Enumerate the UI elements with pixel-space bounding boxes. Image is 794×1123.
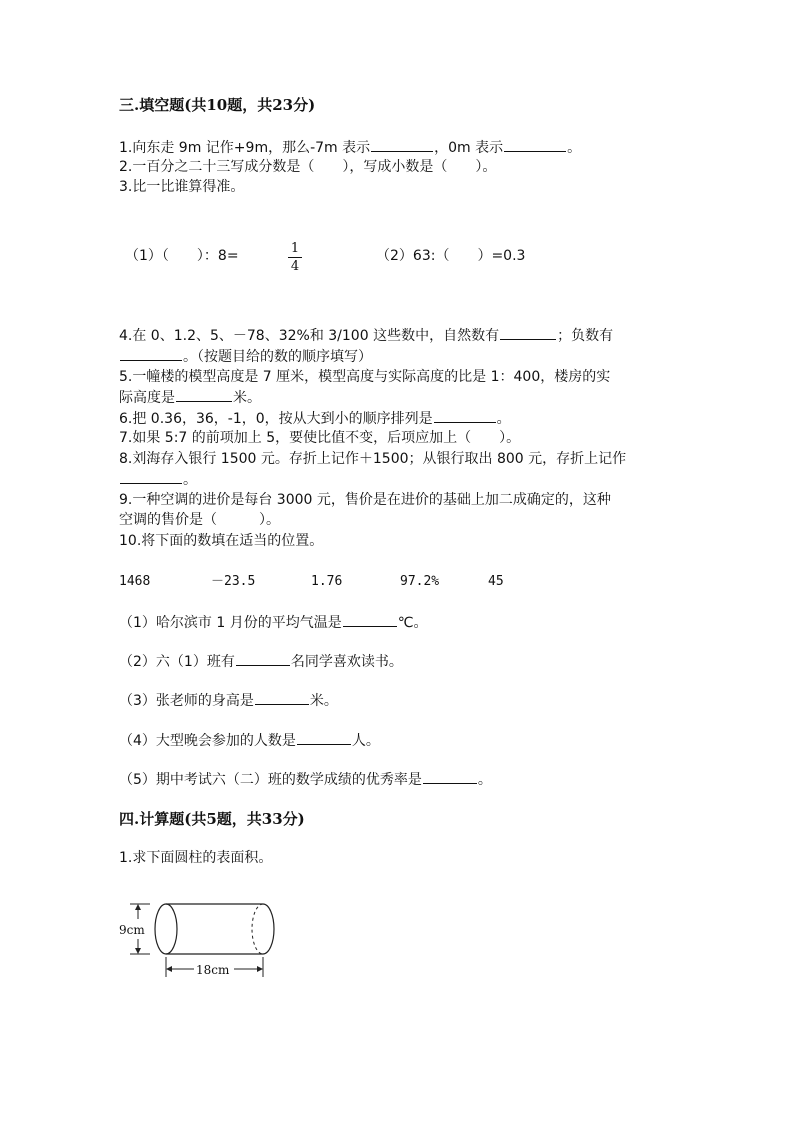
question-3-10-sub2: （2）六（1）班有 名同学喜欢读书。 [119, 651, 403, 672]
question-3-1: 1.向东走 9m 记作+9m，那么-7m 表示 ，0m 表示 。 [119, 137, 581, 158]
question-3-9-line2: 空调的售价是（ ）。 [119, 512, 280, 528]
question-3-3-part1: （1）（ ）：8= [125, 248, 239, 264]
length-label: 18cm [196, 963, 230, 977]
question-3-10: 10.将下面的数填在适当的位置。 [119, 533, 324, 549]
answer-blank[interactable] [255, 690, 309, 705]
cylinder-figure [118, 895, 288, 985]
question-3-9-line1: 9.一种空调的进价是每台 3000 元，售价是在进价的基础上加二成确定的，这种 [119, 492, 611, 508]
question-3-6: 6.把 0.36，36，-1，0，按从大到小的顺序排列是 。 [119, 408, 511, 429]
question-3-4-line1: 4.在 0、1.2、5、－78、32%和 3/100 这些数中，自然数有 ；负数有 [119, 325, 613, 346]
number-item: －23.5 [211, 574, 256, 589]
answer-blank[interactable] [120, 469, 182, 484]
answer-blank[interactable] [504, 137, 566, 152]
question-3-8-line2: 。 [119, 469, 197, 490]
question-3-8-line1: 8.刘海存入银行 1500 元。存折上记作＋1500；从银行取出 800 元，存折上记作 [119, 451, 627, 467]
number-item: 1468 [119, 574, 151, 589]
answer-blank[interactable] [423, 769, 477, 784]
question-3-4-line2: 。（按题目给的数的顺序填写） [119, 346, 372, 367]
number-item: 45 [488, 574, 504, 589]
fraction-one-quarter: 1 4 [288, 241, 302, 274]
answer-blank[interactable] [500, 325, 556, 340]
number-item: 97.2% [400, 574, 440, 589]
question-3-2: 2.一百分之二十三写成分数是（ ），写成小数是（ ）。 [119, 159, 497, 175]
question-3-7: 7.如果 5:7 的前项加上 5，要使比值不变，后项应加上（ ）。 [119, 430, 521, 446]
answer-blank[interactable] [176, 387, 232, 402]
answer-blank[interactable] [236, 651, 290, 666]
answer-blank[interactable] [343, 612, 397, 627]
question-3-3-part2: （2）63:（ ）=0.3 [376, 248, 526, 264]
question-4-1: 1.求下面圆柱的表面积。 [119, 850, 273, 866]
section-4-heading: 四.计算题(共5题，共33分) [119, 810, 305, 828]
section-3-heading: 三.填空题(共10题，共23分) [119, 96, 316, 114]
answer-blank[interactable] [120, 346, 182, 361]
question-3-3: 3.比一比谁算得准。 [119, 179, 245, 195]
question-3-10-sub5: （5）期中考试六（二）班的数学成绩的优秀率是 。 [119, 769, 492, 790]
number-item: 1.76 [311, 574, 343, 589]
question-3-5-line1: 5.一幢楼的模型高度是 7 厘米，模型高度与实际高度的比是 1：400，楼房的实 [119, 369, 611, 385]
number-list [119, 572, 539, 592]
question-3-10-sub3: （3）张老师的身高是 米。 [119, 690, 338, 711]
answer-blank[interactable] [297, 730, 351, 745]
diameter-label: 9cm [119, 923, 145, 937]
answer-blank[interactable] [371, 137, 433, 152]
question-3-10-sub1: （1）哈尔滨市 1 月份的平均气温是 ℃。 [119, 612, 427, 633]
question-3-10-sub4: （4）大型晚会参加的人数是 人。 [119, 730, 380, 751]
answer-blank[interactable] [434, 408, 496, 423]
question-3-5-line2: 际高度是 米。 [119, 387, 261, 408]
